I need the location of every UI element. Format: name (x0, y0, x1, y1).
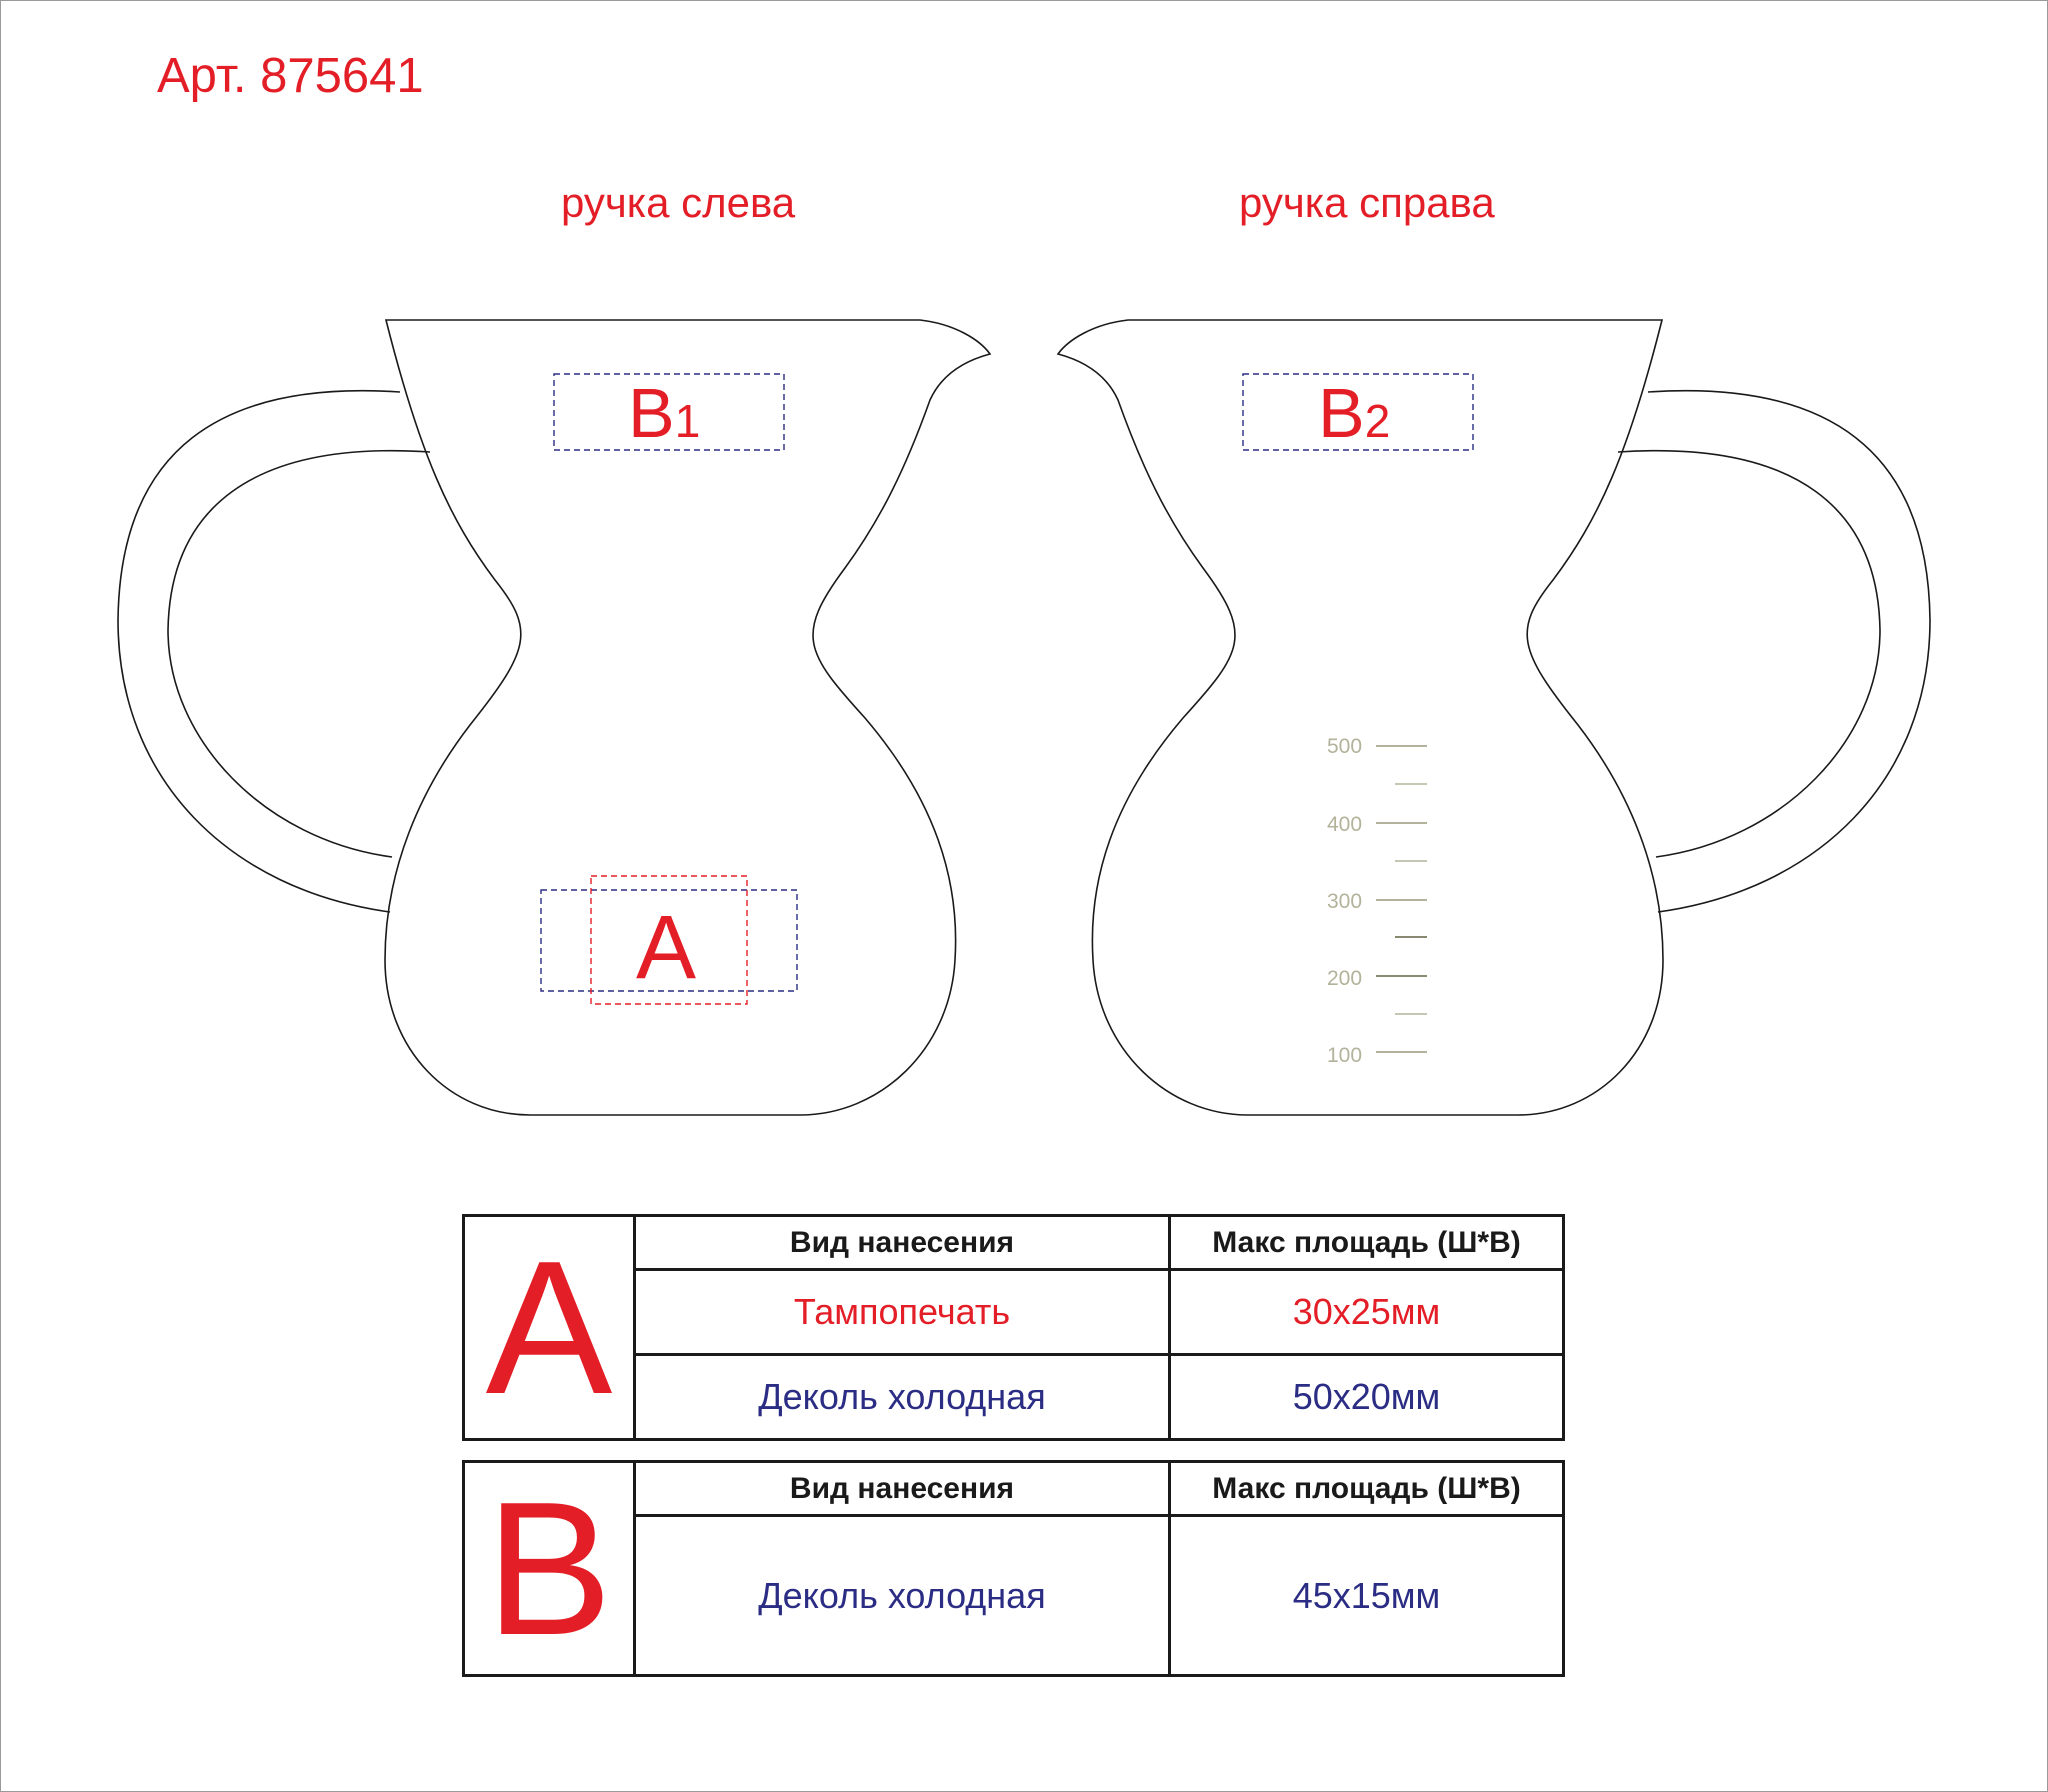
scale-label-300: 300 (1327, 890, 1363, 913)
pitcher-left-handle-outer (118, 391, 400, 912)
scale-label-500: 500 (1327, 735, 1363, 758)
pitcher-right-handle-inner (1618, 451, 1880, 857)
table-a-row2-method: Деколь холодная (635, 1355, 1170, 1440)
pitcher-right (1058, 320, 1930, 1115)
table-a-row2-size: 50x20мм (1170, 1355, 1564, 1440)
pitcher-left (118, 320, 990, 1115)
zone-a-letter: A (636, 898, 697, 998)
article-number: Арт. 875641 (157, 49, 424, 103)
zone-b1-letter: B1 (628, 374, 701, 452)
pitcher-right-handle-outer (1648, 391, 1930, 912)
zone-b2-letter: B2 (1318, 374, 1391, 452)
table-a-row1-method: Тампопечать (635, 1270, 1170, 1355)
table-b-row1-size: 45x15мм (1170, 1516, 1564, 1676)
scale-label-200: 200 (1327, 967, 1363, 990)
table-b-row1-method: Деколь холодная (635, 1516, 1170, 1676)
table-a-letter: A (464, 1216, 635, 1440)
scale-label-400: 400 (1327, 813, 1363, 836)
label-handle-right: ручка справа (1239, 179, 1495, 226)
table-b-letter: B (464, 1462, 635, 1676)
volume-scale (1327, 735, 1427, 1067)
table-a-header-size: Макс площадь (Ш*В) (1170, 1216, 1564, 1270)
spec-table-a (462, 1214, 1565, 1441)
table-b-header-size: Макс площадь (Ш*В) (1170, 1462, 1564, 1516)
table-b-header-method: Вид нанесения (635, 1462, 1170, 1516)
spec-table-b (462, 1460, 1565, 1677)
table-a-header-method: Вид нанесения (635, 1216, 1170, 1270)
scale-label-100: 100 (1327, 1044, 1363, 1067)
table-a-row1-size: 30x25мм (1170, 1270, 1564, 1355)
pitcher-left-handle-inner (168, 451, 430, 857)
label-handle-left: ручка слева (561, 179, 796, 226)
